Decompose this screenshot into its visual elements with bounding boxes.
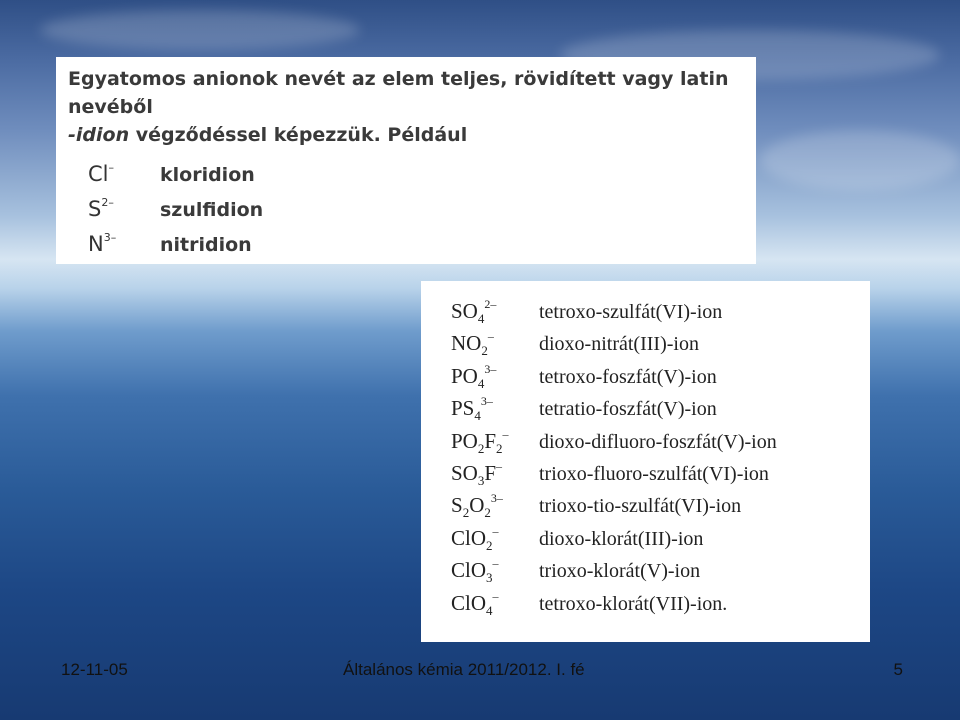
ion-row bbox=[451, 589, 870, 621]
example-formula: $N^{3-}$ bbox=[88, 231, 117, 256]
ion-row bbox=[451, 362, 870, 394]
intro-line-1: Egyatomos anionok nevét az elem teljes, rövidített vagy latin nevéből bbox=[68, 68, 729, 118]
cloud-decoration bbox=[40, 10, 360, 50]
intro-line-2: végződéssel képezzük. Például bbox=[129, 124, 468, 146]
footer-title: Általános kémia 2011/2012. I. fé bbox=[343, 660, 585, 679]
ion-row bbox=[451, 524, 870, 556]
ion-name: trioxo-tio-szulfát(VI)-ion bbox=[539, 495, 742, 518]
ion-row bbox=[451, 394, 870, 426]
ion-name: tetroxo-szulfát(VI)-ion bbox=[539, 301, 723, 323]
ion-row bbox=[451, 459, 870, 491]
ion-row bbox=[451, 329, 870, 361]
ion-name: tetroxo-klorát(VII)-ion. bbox=[539, 592, 728, 615]
ion-formula: $NO_2^-$ bbox=[451, 329, 494, 359]
ion-name: dioxo-difluoro-foszfát(V)-ion bbox=[539, 430, 777, 453]
ion-name: tetratio-foszfát(V)-ion bbox=[539, 398, 717, 421]
example-name: nitridion bbox=[160, 234, 252, 256]
ion-name: trioxo-klorát(V)-ion bbox=[539, 560, 701, 583]
ion-formula: $S_2O_2^{3-}$ bbox=[451, 491, 503, 521]
example-name: szulfidion bbox=[160, 199, 264, 221]
ion-row bbox=[451, 297, 870, 329]
ion-formula: $SO_4^{2-}$ bbox=[451, 297, 497, 326]
ion-formula: $PO_4^{3-}$ bbox=[451, 361, 497, 391]
example-name: kloridion bbox=[160, 164, 255, 186]
cloud-decoration bbox=[760, 130, 960, 190]
example-list bbox=[68, 161, 744, 266]
footer-date: 12-11-05 bbox=[61, 660, 128, 679]
ion-name: trioxo-fluoro-szulfát(VI)-ion bbox=[539, 462, 769, 485]
ion-name: dioxo-klorát(III)-ion bbox=[539, 527, 704, 550]
example-formula: $S^{2-}$ bbox=[88, 196, 114, 221]
ion-row bbox=[451, 556, 870, 588]
page-number: 5 bbox=[893, 660, 903, 679]
ion-formula: $PO_2F_2^-$ bbox=[451, 426, 509, 456]
ion-name: dioxo-nitrát(III)-ion bbox=[539, 333, 699, 356]
ion-name: tetroxo-foszfát(V)-ion bbox=[539, 365, 717, 388]
example-row bbox=[88, 161, 744, 196]
ion-formula: $SO_3F^-$ bbox=[451, 458, 503, 488]
intro-text bbox=[68, 65, 744, 149]
example-formula: Cl– bbox=[88, 161, 114, 186]
ion-formula: ClO$_3$– bbox=[451, 556, 499, 586]
ion-row bbox=[451, 491, 870, 523]
polyatomic-ion-table bbox=[421, 281, 870, 642]
example-row bbox=[88, 231, 744, 266]
example-row bbox=[88, 196, 744, 231]
intro-suffix: -idion bbox=[68, 124, 130, 146]
slide-footer bbox=[0, 660, 960, 690]
ion-formula: $PS_4^{3-}$ bbox=[451, 394, 493, 424]
ion-row bbox=[451, 427, 870, 459]
ion-formula: ClO$_2$– bbox=[451, 523, 499, 553]
ion-formula: ClO$_4$– bbox=[451, 588, 499, 618]
idion-rule-card bbox=[56, 57, 756, 264]
